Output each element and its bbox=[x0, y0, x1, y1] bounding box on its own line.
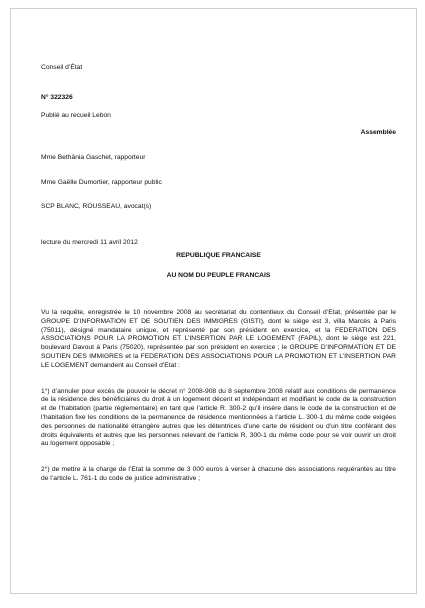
requete-paragraph: Vu la requête, enregistrée le 10 novembre 2008 au secrétariat du contentieux du Conseil d’Etat, présentée par le GROUPE D’INFORMATION ET DE SOUTIEN DES IMMIGRES (GISTI), dont le siège est 3, villa Marcès à Paris (75011), désigné mandataire unique, et représenté par son président en exercice, et la FEDERATION DES ASSOCIATIONS POUR LA PROMOTION ET L’INSERTION PAR LE LOGEMENT (FAPIL), dont le siège est 221, boulevard Davout à Paris (75020), représentée par son président en exercice ; le GROUPE D’INFORMATION ET DE SOUTIEN DES IMMIGRES et la FEDERATION DES ASSOCIATIONS POUR LA PROMOTION ET L’INSERTION PAR LE LOGEMENT demandent au Conseil d’Etat : bbox=[41, 308, 396, 369]
publication-status: Publié au recueil Lebon bbox=[41, 111, 111, 119]
rapporteur: Mme Bethânia Gaschet, rapporteur bbox=[41, 154, 146, 162]
people-heading: AU NOM DU PEUPLE FRANCAIS bbox=[166, 272, 271, 280]
lawyers: SCP BLANC, ROUSSEAU, avocat(s) bbox=[41, 202, 152, 210]
reading-date: lecture du mercredi 11 avril 2012 bbox=[41, 238, 138, 246]
document-body bbox=[41, 64, 396, 484]
document-page bbox=[10, 8, 417, 594]
case-number: N° 322326 bbox=[41, 93, 73, 101]
formation-name: Assemblée bbox=[360, 129, 396, 137]
rapporteur-public: Mme Gaëlle Dumortier, rapporteur public bbox=[41, 178, 162, 186]
court-name: Conseil d’État bbox=[41, 64, 83, 71]
conclusion-2-paragraph: 2°) de mettre à la charge de l’Etat la somme de 3 000 euros à verser à chacune des associations requérantes au titre de l’article L. 761-1 du code de justice administrative ; bbox=[41, 466, 396, 482]
conclusion-1-paragraph: 1°) d’annuler pour excès de pouvoir le décret n° 2008-908 du 8 septembre 2008 relatif aux conditions de permanence de la résidence des bénéficiaires du droit à un logement décent et indépendant et modifiant le code de la construction et de l’habitation (partie réglementaire) en tant que l’article R. 300-2 qu’il insère dans le code de la construction et de l’habitation fixe les conditions de la permanence de résidence mentionnées à l’article L. 300-1 du même code exigées des personnes de nationalité étrangère autres que les détentrices d’une carte de résident ou d’un titre conférant des droits équivalents et autres que les personnes relevant de l’article R. 300-1 du même code pour se voir ouvrir un droit au logement opposable ; bbox=[41, 387, 396, 448]
republic-heading: REPUBLIQUE FRANCAISE bbox=[176, 252, 261, 260]
